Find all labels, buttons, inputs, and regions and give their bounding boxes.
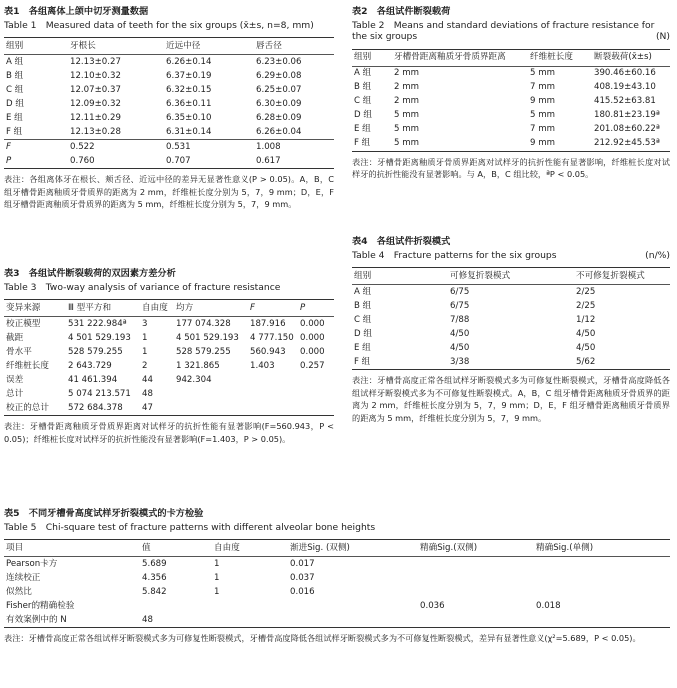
table-cell: 572 684.378 xyxy=(68,402,123,413)
table-cell: 校正模型 xyxy=(6,318,41,329)
table-row xyxy=(352,285,670,300)
table-cell: 12.13±0.28 xyxy=(70,126,121,137)
table-cell xyxy=(248,387,298,401)
table-cell: 9 mm xyxy=(530,138,555,149)
table-row xyxy=(4,401,334,415)
table-cell: 1.403 xyxy=(250,360,275,371)
table-cell: 9 mm xyxy=(530,96,555,107)
table1-header: 牙根长 xyxy=(70,40,96,51)
table-row xyxy=(4,83,334,97)
table-cell: 0.522 xyxy=(70,141,95,152)
table-cell: 5 074 213.571 xyxy=(68,388,131,399)
table-cell: 942.304 xyxy=(176,374,212,385)
table-row xyxy=(4,317,334,332)
table3-header: Ⅲ 型平方和 xyxy=(68,302,112,313)
table3-note: 表注：牙槽骨距离釉质牙骨质界距离对试样牙的抗折性能有显著影响(F=560.943，P < 0.05)；纤维桩长度对试样牙的抗折性能没有显著影响(F=1.403，P > 0.05)。 xyxy=(4,421,334,444)
table4-title-cn: 表4 各组试件折裂模式 xyxy=(352,236,451,247)
table-cell: 6.26±0.14 xyxy=(166,56,212,67)
table-cell: 7 mm xyxy=(530,82,555,93)
table-row xyxy=(352,313,670,327)
table-cell: 6.30±0.09 xyxy=(256,98,302,109)
table-cell: 12.07±0.37 xyxy=(70,84,121,95)
table4-header: 不可修复折裂模式 xyxy=(576,270,645,281)
table-cell xyxy=(288,613,418,627)
table-cell: 5.689 xyxy=(142,558,167,569)
table-cell xyxy=(174,387,248,401)
table-cell: 6.23±0.06 xyxy=(256,56,302,67)
table-cell: F xyxy=(6,141,11,152)
table-row xyxy=(4,140,334,155)
table-cell: 12.11±0.29 xyxy=(70,112,121,123)
table-cell xyxy=(298,387,334,401)
table5-header: 自由度 xyxy=(214,542,240,553)
table-cell: 390.46±60.16 xyxy=(594,68,656,79)
table-row xyxy=(352,137,670,151)
table4-title-en: Table 4 Fracture patterns for the six groups xyxy=(352,249,557,261)
table2-unit: (N) xyxy=(655,31,670,42)
table-cell xyxy=(212,599,288,613)
table-cell: 0.531 xyxy=(166,141,191,152)
table3-header: F xyxy=(250,302,255,313)
table-cell: 有效案例中的 N xyxy=(6,614,67,625)
table-cell: 2 mm xyxy=(394,68,419,79)
table2-header-row xyxy=(352,50,670,67)
table-row xyxy=(4,154,334,168)
table-cell: 1 xyxy=(142,332,148,343)
table-cell xyxy=(534,613,670,627)
table-cell xyxy=(298,401,334,415)
table-cell: P xyxy=(6,155,12,166)
table-row xyxy=(352,299,670,313)
table-cell: Pearson卡方 xyxy=(6,558,58,569)
table-cell: F 组 xyxy=(354,356,371,367)
table-cell: 0.000 xyxy=(300,318,325,329)
table-cell: 4 777.150 xyxy=(250,332,294,343)
table-cell: 2/25 xyxy=(576,286,596,297)
table-row xyxy=(4,571,670,585)
table-cell: 误差 xyxy=(6,374,24,385)
table-row xyxy=(4,69,334,83)
table-cell xyxy=(174,401,248,415)
table-cell: 1 321.865 xyxy=(176,360,220,371)
table-cell: 177 074.328 xyxy=(176,318,231,329)
table1-header: 组别 xyxy=(6,40,24,51)
table-cell: A 组 xyxy=(6,56,24,67)
table-cell: C 组 xyxy=(354,314,372,325)
table-cell xyxy=(248,401,298,415)
table-cell: 6.37±0.19 xyxy=(166,70,212,81)
table-cell: 6.35±0.10 xyxy=(166,112,212,123)
table-cell: 0.036 xyxy=(420,600,445,611)
table5 xyxy=(4,508,670,653)
table3-grid xyxy=(4,300,334,415)
table5-grid xyxy=(4,540,670,627)
table-cell: 7/88 xyxy=(450,314,470,325)
table-cell xyxy=(298,373,334,387)
table-cell: 1 xyxy=(214,586,220,597)
table-cell: 4/50 xyxy=(450,342,470,353)
table-cell: 7 mm xyxy=(530,124,555,135)
table5-header-row xyxy=(4,540,670,557)
table3-header: 自由度 xyxy=(142,302,168,313)
table-row xyxy=(4,373,334,387)
table-cell xyxy=(418,613,534,627)
table-cell: 2 mm xyxy=(394,82,419,93)
table-cell: E 组 xyxy=(354,342,371,353)
table-cell: 0.760 xyxy=(70,155,95,166)
table-row xyxy=(352,81,670,95)
table4-grid xyxy=(352,268,670,369)
table-cell: 1 xyxy=(214,572,220,583)
table3-header: 均方 xyxy=(176,302,194,313)
table5-header: 项目 xyxy=(6,542,24,553)
table-cell xyxy=(212,613,288,627)
table-cell: F 组 xyxy=(354,138,371,149)
table2-grid xyxy=(352,50,670,151)
table-row xyxy=(352,95,670,109)
table-cell: 6.29±0.08 xyxy=(256,70,302,81)
table1-header-row xyxy=(4,38,334,55)
table-cell: F 组 xyxy=(6,126,23,137)
table3-title-en: Table 3 Two-way analysis of variance of fracture resistance xyxy=(4,281,281,293)
table-cell: Fisher的精确检验 xyxy=(6,600,75,611)
table-cell: 0.617 xyxy=(256,155,281,166)
table-cell: 6.31±0.14 xyxy=(166,126,212,137)
table5-header: 精确Sig.(单侧) xyxy=(536,542,594,553)
table-row xyxy=(352,66,670,81)
table-cell: 4/50 xyxy=(576,342,596,353)
table3-header: 变异来源 xyxy=(6,302,41,313)
table3-header-row xyxy=(4,300,334,317)
table-row xyxy=(4,111,334,125)
table2-title-en-line1: Table 2 Means and standard deviations of fracture resistance for xyxy=(352,19,655,31)
table-cell: D 组 xyxy=(354,110,372,121)
table-cell xyxy=(418,571,534,585)
table-cell: 0.017 xyxy=(290,558,315,569)
table-cell: 2 mm xyxy=(394,96,419,107)
table-cell: 1 xyxy=(142,346,148,357)
table-cell: 560.943 xyxy=(250,346,286,357)
table-cell: 3 xyxy=(142,318,148,329)
table-cell: 6.25±0.07 xyxy=(256,84,302,95)
table-cell: 截距 xyxy=(6,332,24,343)
table-cell: 5 mm xyxy=(530,68,555,79)
table-cell: 骨水平 xyxy=(6,346,32,357)
table-cell: 5 mm xyxy=(530,110,555,121)
table-cell: 1 xyxy=(214,558,220,569)
table-cell: 4.356 xyxy=(142,572,167,583)
table-row xyxy=(352,341,670,355)
table3-title-cn: 表3 各组试件断裂载荷的双因素方差分析 xyxy=(4,268,176,279)
table-cell: 6/75 xyxy=(450,300,470,311)
table-cell: 212.92±45.53ª xyxy=(594,138,660,149)
table2-title-en-line2: the six groups xyxy=(352,31,418,42)
table-cell: 48 xyxy=(142,388,153,399)
table-cell: 5.842 xyxy=(142,586,167,597)
table-cell: 5/62 xyxy=(576,356,596,367)
table-cell: 1.008 xyxy=(256,141,281,152)
table-cell: 0.037 xyxy=(290,572,315,583)
table-cell: 1/12 xyxy=(576,314,596,325)
table-cell: E 组 xyxy=(354,124,371,135)
table-cell: 408.19±43.10 xyxy=(594,82,656,93)
table-cell: 3/38 xyxy=(450,356,470,367)
table-cell: 0.016 xyxy=(290,586,315,597)
table-cell: 0.707 xyxy=(166,155,191,166)
table-row xyxy=(4,97,334,111)
table-cell: 187.916 xyxy=(250,318,286,329)
table4 xyxy=(352,236,670,433)
table1-title-en: Table 1 Measured data of teeth for the six groups (x̄±s, n=8, mm) xyxy=(4,19,314,31)
table-cell: 4/50 xyxy=(450,328,470,339)
table5-title-cn: 表5 不同牙槽骨高度试样牙折裂模式的卡方检验 xyxy=(4,508,204,519)
table-row xyxy=(352,123,670,137)
table-cell: 4 501 529.193 xyxy=(176,332,239,343)
table-cell: 似然比 xyxy=(6,586,32,597)
table-cell: 5 mm xyxy=(394,124,419,135)
table1-header: 唇舌径 xyxy=(256,40,282,51)
table-cell: 纤维桩长度 xyxy=(6,360,49,371)
table-cell: D 组 xyxy=(354,328,372,339)
table-cell: 41 461.394 xyxy=(68,374,118,385)
table-cell: 44 xyxy=(142,374,153,385)
table2-title-cn: 表2 各组试件断裂载荷 xyxy=(352,6,451,17)
table-cell xyxy=(288,599,418,613)
table4-header: 组别 xyxy=(354,270,372,281)
table-cell: 528 579.255 xyxy=(176,346,231,357)
table-cell: 6.32±0.15 xyxy=(166,84,212,95)
table-cell xyxy=(534,571,670,585)
table3-header: P xyxy=(300,302,306,313)
table-row xyxy=(4,55,334,70)
table-cell xyxy=(418,557,534,572)
table-cell: 0.000 xyxy=(300,332,325,343)
table-cell: 6.36±0.11 xyxy=(166,98,212,109)
table5-title-en: Table 5 Chi-square test of fracture patterns with different alveolar bone heights xyxy=(4,521,376,533)
table4-header: 可修复折裂模式 xyxy=(450,270,511,281)
table-cell: 总计 xyxy=(6,388,24,399)
table1-header: 近远中径 xyxy=(166,40,201,51)
table2 xyxy=(352,6,670,189)
table4-unit: (n/%) xyxy=(645,249,670,261)
table-cell: B 组 xyxy=(354,300,372,311)
table-cell: 4 501 529.193 xyxy=(68,332,131,343)
table-cell: B 组 xyxy=(6,70,24,81)
table-row xyxy=(4,331,334,345)
table-cell: C 组 xyxy=(6,84,24,95)
table-cell: A 组 xyxy=(354,286,372,297)
table1-grid xyxy=(4,38,334,168)
table-cell: 12.09±0.32 xyxy=(70,98,121,109)
table-row xyxy=(352,109,670,123)
table-row xyxy=(352,327,670,341)
table-cell xyxy=(140,599,212,613)
table-cell: C 组 xyxy=(354,96,372,107)
table-cell: 4/50 xyxy=(576,328,596,339)
table5-header: 值 xyxy=(142,542,151,553)
table4-header-row xyxy=(352,268,670,285)
table-cell: 415.52±63.81 xyxy=(594,96,656,107)
table-row xyxy=(352,355,670,369)
table-cell: A 组 xyxy=(354,68,372,79)
table-cell xyxy=(418,585,534,599)
table-cell: 0.257 xyxy=(300,360,325,371)
table-cell: D 组 xyxy=(6,98,24,109)
table-cell: 48 xyxy=(142,614,153,625)
table-cell: 0.018 xyxy=(536,600,561,611)
table-row xyxy=(4,125,334,140)
table2-header: 牙槽骨距离釉质牙骨质界距离 xyxy=(394,52,506,63)
table-row xyxy=(4,359,334,373)
table-cell: 6.26±0.04 xyxy=(256,126,302,137)
table1-note: 表注：各组离体牙在根长、颊舌径、近远中径的差异无显著性意义(P > 0.05)。A，B，C 组牙槽骨距离釉质牙骨质界的距离为 2 mm，纤维桩长度分别为 5，7，9 mm；D，E，F 组牙槽骨距离釉质牙骨质界的距离为 5 mm，纤维桩长度分别为 5，7，9 mm。 xyxy=(4,174,334,210)
table-cell: 0.000 xyxy=(300,346,325,357)
table-cell xyxy=(534,585,670,599)
table-row xyxy=(4,613,670,627)
table-row xyxy=(4,599,670,613)
table-cell: 531 222.984ª xyxy=(68,318,127,329)
table-cell: 5 mm xyxy=(394,138,419,149)
table-cell: B 组 xyxy=(354,82,372,93)
table-cell: 连续校正 xyxy=(6,572,41,583)
table-row xyxy=(4,345,334,359)
table-cell xyxy=(534,557,670,572)
table-cell xyxy=(248,373,298,387)
table2-header: 纤维桩长度 xyxy=(530,52,573,63)
table-cell: 校正的总计 xyxy=(6,402,49,413)
table-cell: 528 579.255 xyxy=(68,346,123,357)
table-cell: 5 mm xyxy=(394,110,419,121)
table1 xyxy=(4,6,334,219)
table-cell: 12.13±0.27 xyxy=(70,56,121,67)
table5-header: 精确Sig.(双侧) xyxy=(420,542,478,553)
table-cell: 2 xyxy=(142,360,148,371)
table-cell: 6/75 xyxy=(450,286,470,297)
table2-header: 断裂载荷(x̄±s) xyxy=(594,52,652,63)
table3 xyxy=(4,268,334,454)
table5-header: 渐进Sig. (双侧) xyxy=(290,542,350,553)
table-cell: 47 xyxy=(142,402,153,413)
table2-header: 组别 xyxy=(354,52,372,63)
table-row xyxy=(4,585,670,599)
table-cell: 201.08±60.22ª xyxy=(594,124,660,135)
table-cell: 6.28±0.09 xyxy=(256,112,302,123)
table5-note: 表注：牙槽骨高度正常各组试样牙断裂模式多为可修复性断裂模式，牙槽骨高度降低各组试样牙断裂模式多为不可修复性断裂模式，差异有显著性意义(χ²=5.689，P < 0.05)。 xyxy=(4,633,641,643)
table-row xyxy=(4,387,334,401)
table-cell: 180.81±23.19ª xyxy=(594,110,660,121)
table-row xyxy=(4,557,670,572)
table-cell: 12.10±0.32 xyxy=(70,70,121,81)
table2-note: 表注：牙槽骨距离釉质牙骨质界距离对试样牙的抗折性能有显著影响，纤维桩长度对试样牙的抗折性能没有显著影响。与 A，B，C 组比较，ªP < 0.05。 xyxy=(352,156,670,180)
table4-note: 表注：牙槽骨高度正常各组试样牙断裂模式多为可修复性断裂模式，牙槽骨高度降低各组试样牙断裂模式多为不可修复性断裂模式。A，B，C 组牙槽骨距离釉质牙骨质界的距离为 2 mm，纤维桩长度分别为 5，7，9 mm；D，E，F 组牙槽骨距离釉质牙骨质界的距离为 5 mm，纤维桩长度分别为 5，7，9 mm。 xyxy=(352,375,670,424)
table-cell: 2 643.729 xyxy=(68,360,112,371)
table1-title-cn: 表1 各组离体上颌中切牙测量数据 xyxy=(4,6,149,17)
table-cell: 2/25 xyxy=(576,300,596,311)
table-cell: E 组 xyxy=(6,112,23,123)
